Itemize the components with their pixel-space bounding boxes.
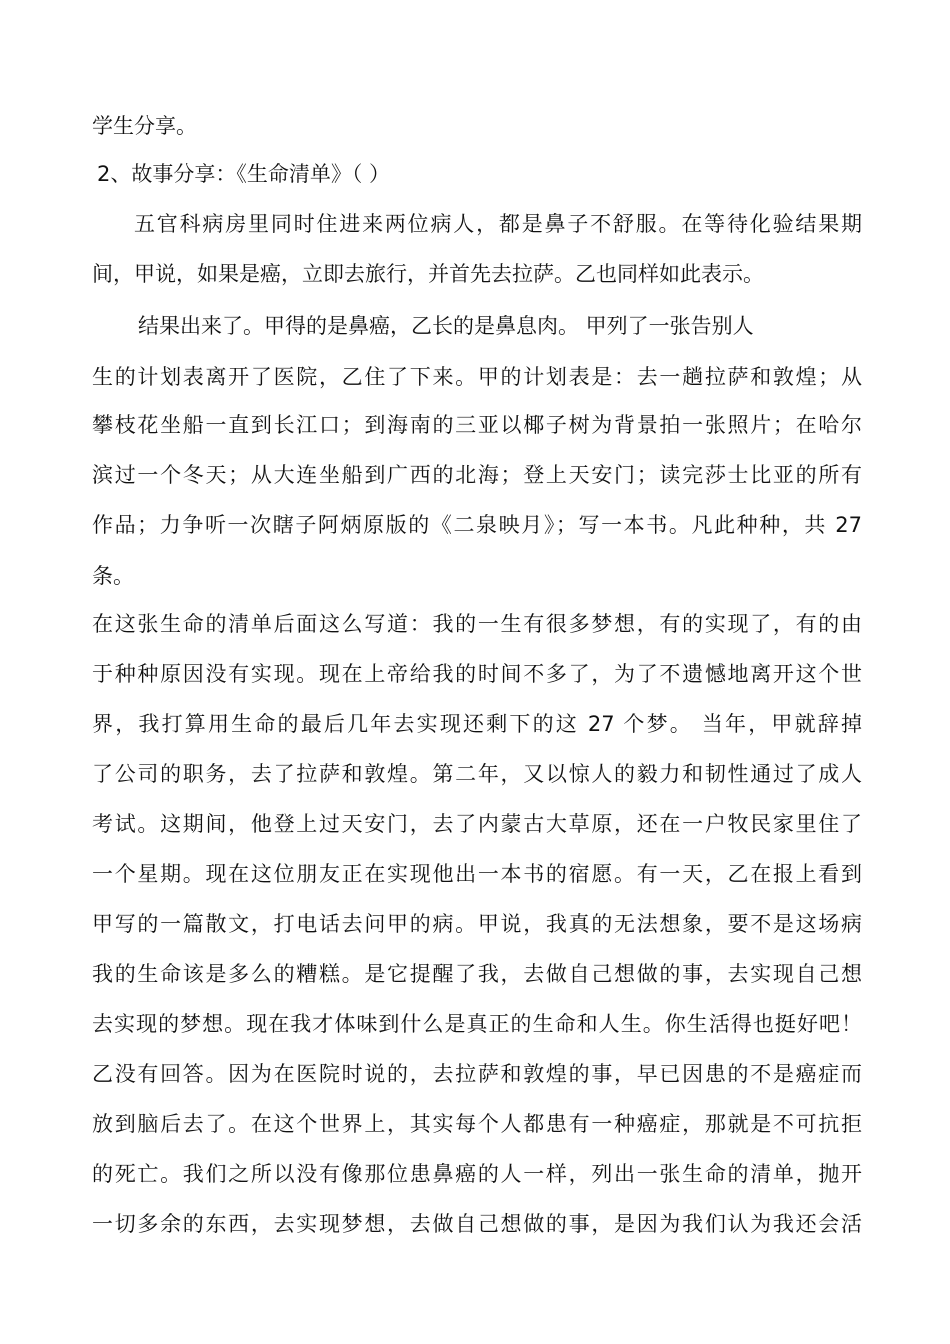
paragraph-line: 的死亡。我们之所以没有像那位患鼻癌的人一样，列出一张生命的清单，抛开	[92, 1162, 862, 1186]
paragraph-line: 于种种原因没有实现。现在上帝给我的时间不多了，为了不遗憾地离开这个世	[92, 662, 862, 686]
paragraph-line: 学生分享。	[92, 114, 197, 138]
paragraph-line: 五官科病房里同时住进来两位病人，都是鼻子不舒服。在等待化验结果期	[134, 212, 862, 236]
paragraph-line: 攀枝花坐船一直到长江口；到海南的三亚以椰子树为背景拍一张照片；在哈尔	[92, 413, 862, 437]
paragraph-line: 界，我打算用生命的最后几年去实现还剩下的这 27 个梦。 当年，甲就辞掉	[92, 712, 862, 736]
paragraph-line: 一切多余的东西，去实现梦想，去做自己想做的事，是因为我们认为我还会活	[92, 1212, 862, 1236]
paragraph-line: 一个星期。现在这位朋友正在实现他出一本书的宿愿。有一天，乙在报上看到	[92, 862, 862, 886]
paragraph-line: 在这张生命的清单后面这么写道：我的一生有很多梦想，有的实现了，有的由	[92, 612, 862, 636]
paragraph-line: 了公司的职务，去了拉萨和敦煌。第二年，又以惊人的毅力和韧性通过了成人	[92, 762, 862, 786]
paragraph-line: 我的生命该是多么的糟糕。是它提醒了我，去做自己想做的事，去实现自己想	[92, 962, 862, 986]
paragraph-line: 条。	[92, 564, 134, 588]
paragraph-line: 作品；力争听一次瞎子阿炳原版的《二泉映月》；写一本书。凡此种种，共 27	[92, 513, 862, 537]
paragraph-line: 乙没有回答。因为在医院时说的，去拉萨和敦煌的事，早已因患的不是癌症而	[92, 1062, 862, 1086]
paragraph-line: 去实现的梦想。现在我才体味到什么是真正的生命和人生。你生活得也挺好吧！	[92, 1012, 862, 1036]
paragraph-line: 滨过一个冬天；从大连坐船到广西的北海；登上天安门；读完莎士比亚的所有	[92, 463, 862, 487]
section-heading: 2、故事分享：《生命清单》（ ）	[97, 162, 391, 186]
paragraph-line: 考试。这期间，他登上过天安门，去了内蒙古大草原，还在一户牧民家里住了	[92, 812, 862, 836]
paragraph-line: 生的计划表离开了医院，乙住了下来。甲的计划表是：去一趟拉萨和敦煌；从	[92, 365, 862, 389]
paragraph-line: 放到脑后去了。在这个世界上，其实每个人都患有一种癌症，那就是不可抗拒	[92, 1112, 862, 1136]
paragraph-line: 甲写的一篇散文，打电话去问甲的病。甲说，我真的无法想象，要不是这场病	[92, 912, 862, 936]
paragraph-line: 间，甲说，如果是癌，立即去旅行，并首先去拉萨。乙也同样如此表示。	[92, 262, 764, 286]
paragraph-line: 结果出来了。甲得的是鼻癌，乙长的是鼻息肉。 甲列了一张告别人	[138, 314, 754, 338]
